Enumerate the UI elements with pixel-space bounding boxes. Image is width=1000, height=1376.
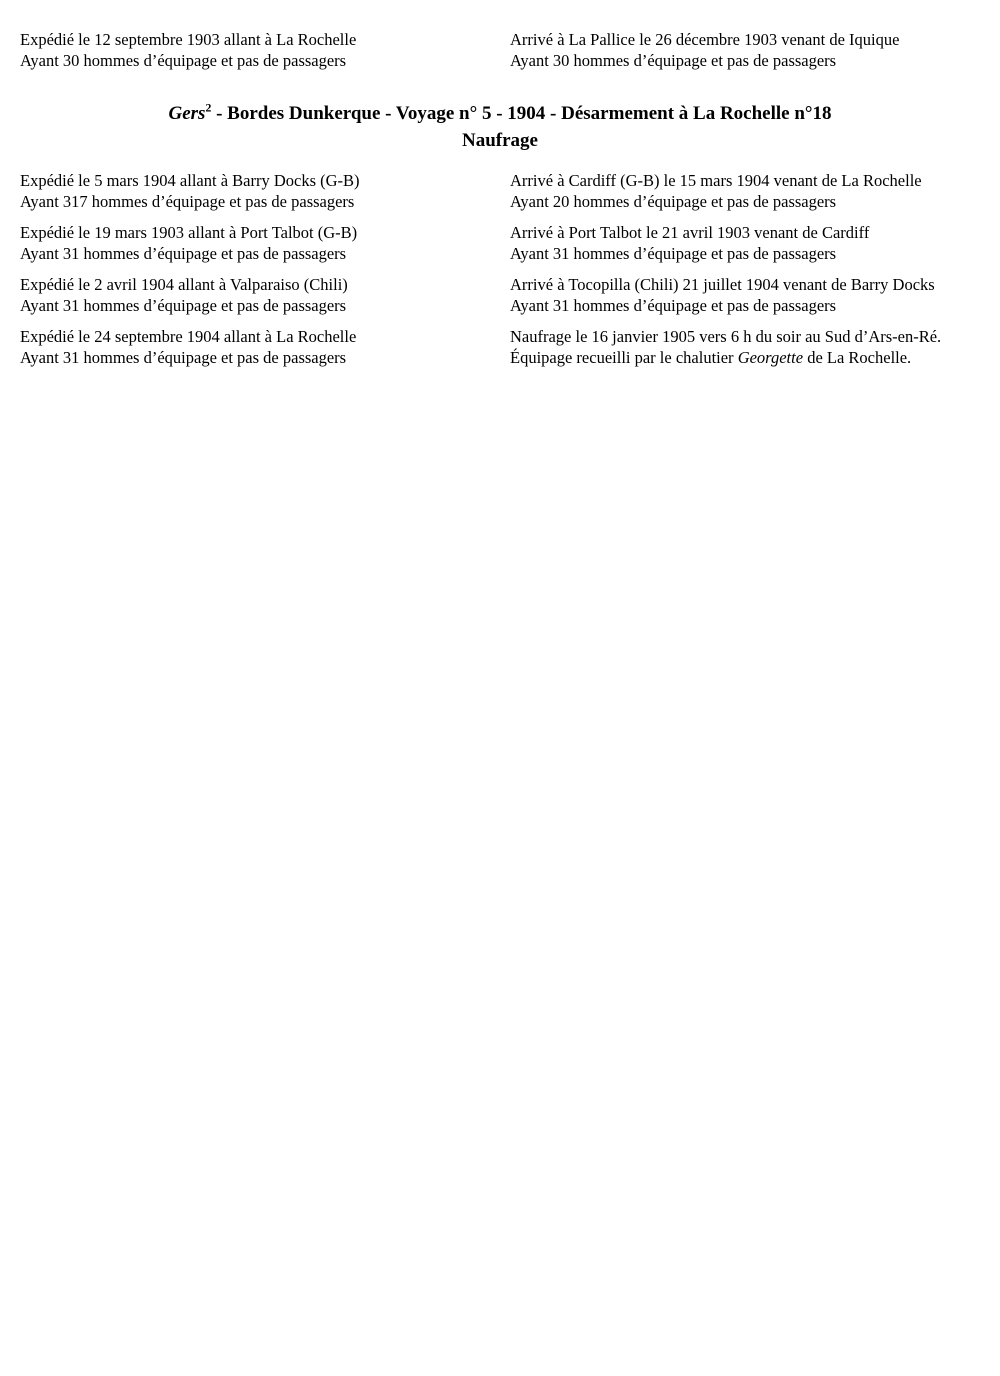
dispatch-cell [20, 326, 510, 368]
voyage-heading [0, 100, 1000, 154]
dispatch-line: Expédié le 2 avril 1904 allant à Valparaiso (Chili) [20, 275, 348, 294]
arrival-cell [510, 222, 980, 264]
rescue-line [510, 347, 980, 368]
voyage-title [0, 100, 1000, 127]
rescue-ship-name: Georgette [737, 348, 804, 367]
arrival-line: Arrivé à Port Talbot le 21 avril 1903 venant de Cardiff [510, 223, 870, 242]
crew-line: Ayant 31 hommes d’équipage et pas de passagers [510, 244, 837, 263]
dispatch-line: Expédié le 19 mars 1903 allant à Port Talbot (G-B) [20, 223, 358, 242]
dispatch-cell [20, 170, 510, 212]
dispatch-line: Expédié le 12 septembre 1903 allant à La Rochelle [20, 30, 357, 49]
voyage-subtitle: Naufrage [462, 130, 538, 151]
crew-line: Ayant 31 hommes d’équipage et pas de passagers [510, 296, 837, 315]
voyage-leg-row [0, 274, 1000, 316]
arrival-cell [510, 170, 980, 212]
voyage-title-rest: - Bordes Dunkerque - Voyage n° 5 - 1904 - Désarmement à La Rochelle n°18 [211, 103, 832, 124]
dispatch-line: Expédié le 24 septembre 1904 allant à La Rochelle [20, 327, 357, 346]
shipwreck-cell [510, 326, 980, 368]
voyage-leg-row [0, 170, 1000, 212]
crew-line: Ayant 20 hommes d’équipage et pas de passagers [510, 192, 837, 211]
previous-voyage-entry [0, 29, 1000, 71]
rescue-line-prefix: Équipage recueilli par le chalutier [510, 348, 738, 367]
ship-name: Gers [168, 103, 206, 124]
crew-line: Ayant 31 hommes d’équipage et pas de passagers [20, 296, 347, 315]
crew-line: Ayant 31 hommes d’équipage et pas de passagers [20, 244, 347, 263]
dispatch-cell [20, 274, 510, 316]
dispatch-cell [20, 29, 510, 71]
rescue-line-suffix: de La Rochelle. [803, 348, 912, 367]
ship-name-superscript: 2 [205, 101, 212, 115]
arrival-line: Arrivé à Tocopilla (Chili) 21 juillet 1904 venant de Barry Docks [510, 275, 935, 294]
dispatch-line: Expédié le 5 mars 1904 allant à Barry Docks (G-B) [20, 171, 360, 190]
shipwreck-line: Naufrage le 16 janvier 1905 vers 6 h du soir au Sud d’Ars-en-Ré. [510, 327, 942, 346]
crew-line: Ayant 30 hommes d’équipage et pas de passagers [20, 51, 347, 70]
voyage-leg-row [0, 326, 1000, 368]
arrival-cell [510, 29, 980, 71]
arrival-line: Arrivé à La Pallice le 26 décembre 1903 venant de Iquique [510, 30, 900, 49]
dispatch-cell [20, 222, 510, 264]
crew-line: Ayant 317 hommes d’équipage et pas de passagers [20, 192, 355, 211]
arrival-line: Arrivé à Cardiff (G-B) le 15 mars 1904 venant de La Rochelle [510, 171, 922, 190]
crew-line: Ayant 30 hommes d’équipage et pas de passagers [510, 51, 837, 70]
voyage-leg-row [0, 222, 1000, 264]
arrival-cell [510, 274, 980, 316]
crew-line: Ayant 31 hommes d’équipage et pas de passagers [20, 348, 347, 367]
